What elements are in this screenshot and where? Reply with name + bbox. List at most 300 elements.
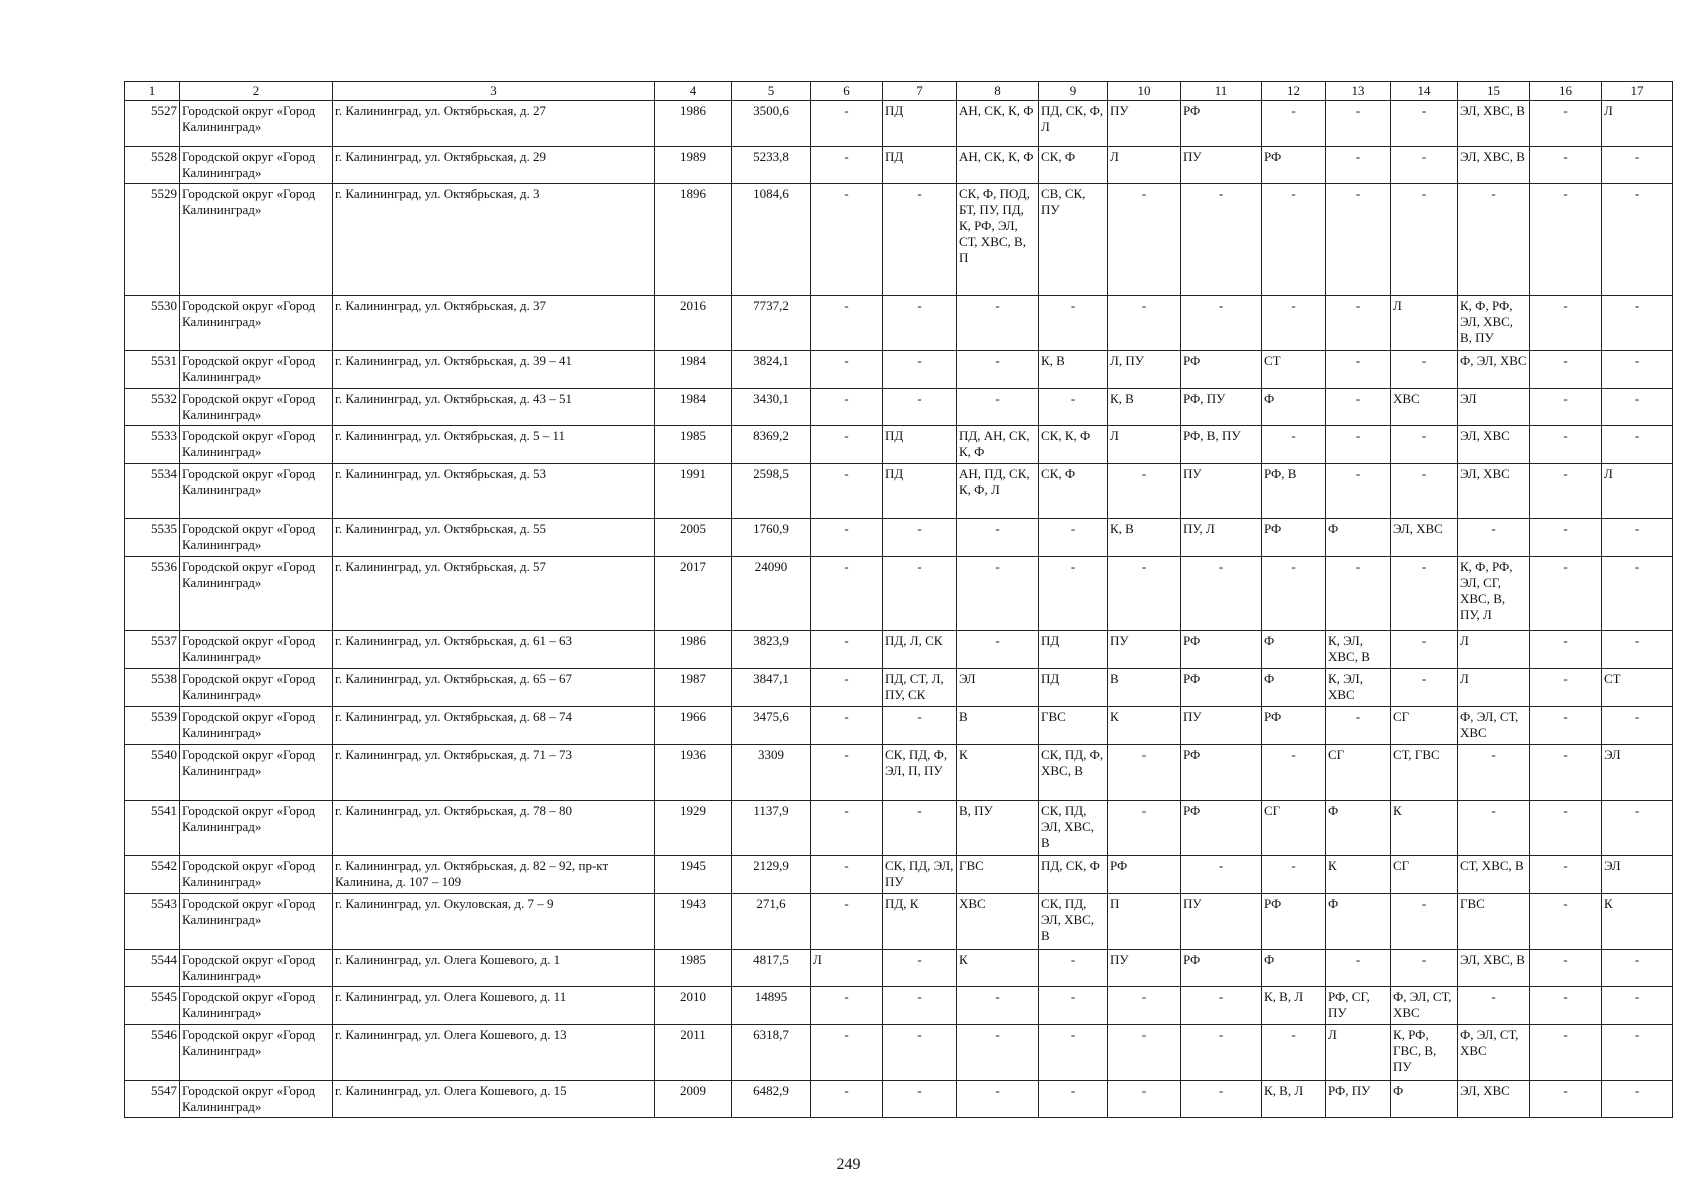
work-code-cell: ПД, СК, Ф: [1039, 856, 1108, 894]
work-code-cell: -: [1602, 1081, 1673, 1118]
work-code-cell: -: [1602, 389, 1673, 426]
work-code-cell: СГ: [1326, 745, 1391, 801]
work-code-cell: -: [1530, 856, 1602, 894]
work-code-cell: -: [1391, 631, 1458, 669]
work-code-cell: СТ, ХВС, В: [1458, 856, 1530, 894]
work-code-cell: -: [1530, 801, 1602, 856]
column-number: 6: [811, 82, 883, 101]
municipality-cell: Городской округ «Город Калининград»: [180, 351, 333, 389]
municipality-cell: Городской округ «Город Калининград»: [180, 557, 333, 631]
area-cell: 1760,9: [732, 519, 811, 557]
work-code-cell: ПД: [883, 426, 957, 464]
column-number: 3: [333, 82, 655, 101]
work-code-cell: ГВС: [1039, 707, 1108, 745]
year-cell: 2017: [655, 557, 732, 631]
work-code-cell: РФ: [1181, 101, 1262, 147]
work-code-cell: РФ, В: [1262, 464, 1326, 519]
work-code-cell: -: [1108, 557, 1181, 631]
work-code-cell: -: [1326, 101, 1391, 147]
area-cell: 4817,5: [732, 950, 811, 987]
year-cell: 1985: [655, 426, 732, 464]
work-code-cell: К, ЭЛ, ХВС: [1326, 669, 1391, 707]
area-cell: 6482,9: [732, 1081, 811, 1118]
work-code-cell: -: [1108, 296, 1181, 351]
work-code-cell: -: [1108, 801, 1181, 856]
work-code-cell: ПУ, Л: [1181, 519, 1262, 557]
address-cell: г. Калининград, ул. Октябрьская, д. 5 – 11: [333, 426, 655, 464]
work-code-cell: АН, СК, К, Ф: [957, 101, 1039, 147]
work-code-cell: СК, ПД, Ф, ХВС, В: [1039, 745, 1108, 801]
work-code-cell: К: [1326, 856, 1391, 894]
address-cell: г. Калининград, ул. Октябрьская, д. 29: [333, 147, 655, 184]
year-cell: 1984: [655, 389, 732, 426]
work-code-cell: -: [1181, 184, 1262, 296]
table-row: [125, 464, 1673, 519]
work-code-cell: ЭЛ: [1602, 856, 1673, 894]
address-cell: г. Калининград, ул. Октябрьская, д. 71 – 73: [333, 745, 655, 801]
address-cell: г. Калининград, ул. Октябрьская, д. 39 – 41: [333, 351, 655, 389]
work-code-cell: -: [1530, 519, 1602, 557]
column-number: 13: [1326, 82, 1391, 101]
area-cell: 6318,7: [732, 1025, 811, 1081]
year-cell: 1943: [655, 894, 732, 950]
work-code-cell: -: [1391, 669, 1458, 707]
work-code-cell: -: [1458, 745, 1530, 801]
work-code-cell: -: [811, 707, 883, 745]
work-code-cell: -: [1039, 296, 1108, 351]
address-cell: г. Калининград, ул. Окуловская, д. 7 – 9: [333, 894, 655, 950]
work-code-cell: ПД, АН, СК, К, Ф: [957, 426, 1039, 464]
work-code-cell: -: [957, 987, 1039, 1025]
work-code-cell: -: [811, 669, 883, 707]
work-code-cell: -: [1391, 464, 1458, 519]
work-code-cell: -: [1602, 1025, 1673, 1081]
work-code-cell: -: [1391, 147, 1458, 184]
work-code-cell: -: [1326, 707, 1391, 745]
work-code-cell: -: [1530, 557, 1602, 631]
work-code-cell: -: [811, 426, 883, 464]
row-number-cell: 5546: [125, 1025, 180, 1081]
area-cell: 24090: [732, 557, 811, 631]
work-code-cell: ПУ: [1108, 631, 1181, 669]
year-cell: 2005: [655, 519, 732, 557]
work-code-cell: К: [957, 745, 1039, 801]
row-number-cell: 5532: [125, 389, 180, 426]
table-row: [125, 389, 1673, 426]
table-row: [125, 351, 1673, 389]
year-cell: 1986: [655, 631, 732, 669]
work-code-cell: СГ: [1391, 856, 1458, 894]
work-code-cell: -: [1391, 557, 1458, 631]
work-code-cell: К, В: [1108, 389, 1181, 426]
work-code-cell: ПД: [1039, 631, 1108, 669]
work-code-cell: -: [811, 631, 883, 669]
municipality-cell: Городской округ «Город Калининград»: [180, 1081, 333, 1118]
work-code-cell: -: [811, 101, 883, 147]
work-code-cell: -: [1262, 296, 1326, 351]
table-row: [125, 745, 1673, 801]
work-code-cell: ПД, СК, Ф, Л: [1039, 101, 1108, 147]
work-code-cell: РФ, ПУ: [1181, 389, 1262, 426]
work-code-cell: РФ: [1262, 707, 1326, 745]
table-row: [125, 707, 1673, 745]
page-number: 249: [836, 1156, 861, 1173]
work-code-cell: -: [1530, 464, 1602, 519]
work-code-cell: -: [883, 519, 957, 557]
work-code-cell: К, В, Л: [1262, 1081, 1326, 1118]
work-code-cell: -: [883, 351, 957, 389]
work-code-cell: Л: [1458, 669, 1530, 707]
work-code-cell: ЭЛ, ХВС: [1458, 1081, 1530, 1118]
work-code-cell: Л: [1602, 464, 1673, 519]
work-code-cell: СК, ПД, ЭЛ, ПУ: [883, 856, 957, 894]
work-code-cell: ХВС: [1391, 389, 1458, 426]
work-code-cell: -: [1530, 707, 1602, 745]
work-code-cell: Ф: [1326, 801, 1391, 856]
work-code-cell: Ф: [1262, 950, 1326, 987]
work-code-cell: -: [1181, 557, 1262, 631]
row-number-cell: 5544: [125, 950, 180, 987]
year-cell: 1987: [655, 669, 732, 707]
table-row: [125, 557, 1673, 631]
area-cell: 7737,2: [732, 296, 811, 351]
row-number-cell: 5547: [125, 1081, 180, 1118]
municipality-cell: Городской округ «Город Калининград»: [180, 389, 333, 426]
work-code-cell: -: [1391, 184, 1458, 296]
work-code-cell: -: [811, 351, 883, 389]
table-row: [125, 894, 1673, 950]
year-cell: 1986: [655, 101, 732, 147]
year-cell: 2010: [655, 987, 732, 1025]
year-cell: 1966: [655, 707, 732, 745]
area-cell: 14895: [732, 987, 811, 1025]
work-code-cell: -: [1262, 856, 1326, 894]
work-code-cell: РФ: [1262, 894, 1326, 950]
work-code-cell: РФ: [1181, 745, 1262, 801]
address-cell: г. Калининград, ул. Октябрьская, д. 78 – 80: [333, 801, 655, 856]
work-code-cell: -: [1530, 184, 1602, 296]
work-code-cell: -: [1391, 426, 1458, 464]
work-code-cell: -: [883, 801, 957, 856]
work-code-cell: Ф: [1326, 894, 1391, 950]
work-code-cell: Л: [1602, 101, 1673, 147]
work-code-cell: -: [883, 1081, 957, 1118]
table-row: [125, 426, 1673, 464]
work-code-cell: -: [1262, 426, 1326, 464]
municipality-cell: Городской округ «Город Калининград»: [180, 950, 333, 987]
work-code-cell: -: [811, 389, 883, 426]
area-cell: 5233,8: [732, 147, 811, 184]
work-code-cell: -: [1458, 987, 1530, 1025]
work-code-cell: Л, ПУ: [1108, 351, 1181, 389]
column-number: 10: [1108, 82, 1181, 101]
work-code-cell: -: [811, 464, 883, 519]
municipality-cell: Городской округ «Город Калининград»: [180, 987, 333, 1025]
address-cell: г. Калининград, ул. Олега Кошевого, д. 1: [333, 950, 655, 987]
work-code-cell: -: [1326, 184, 1391, 296]
address-cell: г. Калининград, ул. Октябрьская, д. 55: [333, 519, 655, 557]
work-code-cell: СТ: [1262, 351, 1326, 389]
work-code-cell: РФ: [1108, 856, 1181, 894]
address-cell: г. Калининград, ул. Октябрьская, д. 27: [333, 101, 655, 147]
work-code-cell: ПУ: [1181, 147, 1262, 184]
address-cell: г. Калининград, ул. Октябрьская, д. 82 – 92, пр-кт Калинина, д. 107 – 109: [333, 856, 655, 894]
work-code-cell: -: [1458, 519, 1530, 557]
year-cell: 1945: [655, 856, 732, 894]
work-code-cell: -: [1602, 707, 1673, 745]
municipality-cell: Городской округ «Город Калининград»: [180, 707, 333, 745]
work-code-cell: СК, Ф, ПОД, БТ, ПУ, ПД, К, РФ, ЭЛ, СТ, ХВС, В, П: [957, 184, 1039, 296]
work-code-cell: Ф: [1262, 631, 1326, 669]
work-code-cell: -: [883, 950, 957, 987]
address-cell: г. Калининград, ул. Октябрьская, д. 61 – 63: [333, 631, 655, 669]
work-code-cell: СТ: [1602, 669, 1673, 707]
address-cell: г. Калининград, ул. Октябрьская, д. 68 – 74: [333, 707, 655, 745]
work-code-cell: -: [1602, 631, 1673, 669]
column-number: 14: [1391, 82, 1458, 101]
work-code-cell: -: [1530, 147, 1602, 184]
work-code-cell: ПД, СТ, Л, ПУ, СК: [883, 669, 957, 707]
work-code-cell: -: [1108, 1025, 1181, 1081]
column-number: 5: [732, 82, 811, 101]
area-cell: 3309: [732, 745, 811, 801]
work-code-cell: -: [1602, 426, 1673, 464]
area-cell: 2598,5: [732, 464, 811, 519]
area-cell: 3823,9: [732, 631, 811, 669]
column-number: 15: [1458, 82, 1530, 101]
row-number-cell: 5542: [125, 856, 180, 894]
register-table: [124, 81, 1673, 1118]
row-number-cell: 5531: [125, 351, 180, 389]
area-cell: 3500,6: [732, 101, 811, 147]
work-code-cell: -: [1039, 950, 1108, 987]
row-number-cell: 5535: [125, 519, 180, 557]
column-number: 12: [1262, 82, 1326, 101]
work-code-cell: -: [1326, 296, 1391, 351]
work-code-cell: ПД: [883, 101, 957, 147]
work-code-cell: СК, ПД, Ф, ЭЛ, П, ПУ: [883, 745, 957, 801]
row-number-cell: 5529: [125, 184, 180, 296]
work-code-cell: -: [1108, 745, 1181, 801]
work-code-cell: -: [1602, 351, 1673, 389]
work-code-cell: Ф: [1262, 669, 1326, 707]
work-code-cell: -: [1530, 894, 1602, 950]
work-code-cell: Ф, ЭЛ, СТ, ХВС: [1458, 707, 1530, 745]
work-code-cell: СК, Ф: [1039, 147, 1108, 184]
table-body: [125, 82, 1673, 1118]
work-code-cell: К, РФ, ГВС, В, ПУ: [1391, 1025, 1458, 1081]
work-code-cell: -: [883, 707, 957, 745]
work-code-cell: Ф: [1262, 389, 1326, 426]
row-number-cell: 5536: [125, 557, 180, 631]
column-number: 2: [180, 82, 333, 101]
work-code-cell: -: [1326, 351, 1391, 389]
municipality-cell: Городской округ «Город Калининград»: [180, 856, 333, 894]
work-code-cell: -: [957, 389, 1039, 426]
row-number-cell: 5534: [125, 464, 180, 519]
work-code-cell: -: [1530, 1081, 1602, 1118]
address-cell: г. Калининград, ул. Олега Кошевого, д. 15: [333, 1081, 655, 1118]
work-code-cell: -: [1602, 987, 1673, 1025]
row-number-cell: 5540: [125, 745, 180, 801]
work-code-cell: Л: [811, 950, 883, 987]
work-code-cell: АН, СК, К, Ф: [957, 147, 1039, 184]
address-cell: г. Калининград, ул. Октябрьская, д. 37: [333, 296, 655, 351]
work-code-cell: Ф, ЭЛ, ХВС: [1458, 351, 1530, 389]
year-cell: 2009: [655, 1081, 732, 1118]
work-code-cell: РФ, В, ПУ: [1181, 426, 1262, 464]
table-row: [125, 184, 1673, 296]
work-code-cell: РФ, ПУ: [1326, 1081, 1391, 1118]
work-code-cell: -: [883, 296, 957, 351]
work-code-cell: Л: [1326, 1025, 1391, 1081]
work-code-cell: -: [1262, 745, 1326, 801]
municipality-cell: Городской округ «Город Калининград»: [180, 464, 333, 519]
table-row: [125, 950, 1673, 987]
work-code-cell: РФ: [1181, 631, 1262, 669]
work-code-cell: -: [1602, 147, 1673, 184]
work-code-cell: К: [1391, 801, 1458, 856]
work-code-cell: Л: [1458, 631, 1530, 669]
work-code-cell: -: [1391, 950, 1458, 987]
year-cell: 1936: [655, 745, 732, 801]
work-code-cell: -: [1391, 894, 1458, 950]
work-code-cell: -: [811, 1081, 883, 1118]
municipality-cell: Городской округ «Город Калининград»: [180, 669, 333, 707]
municipality-cell: Городской округ «Город Калининград»: [180, 296, 333, 351]
work-code-cell: СТ, ГВС: [1391, 745, 1458, 801]
work-code-cell: Ф: [1326, 519, 1391, 557]
table-row: [125, 101, 1673, 147]
work-code-cell: -: [1039, 1081, 1108, 1118]
work-code-cell: ЭЛ: [1602, 745, 1673, 801]
work-code-cell: ПД, Л, СК: [883, 631, 957, 669]
municipality-cell: Городской округ «Город Калининград»: [180, 631, 333, 669]
work-code-cell: ХВС: [957, 894, 1039, 950]
work-code-cell: К, В, Л: [1262, 987, 1326, 1025]
work-code-cell: -: [1326, 950, 1391, 987]
work-code-cell: Л: [1108, 426, 1181, 464]
work-code-cell: ЭЛ, ХВС: [1391, 519, 1458, 557]
work-code-cell: -: [1602, 296, 1673, 351]
work-code-cell: -: [1530, 296, 1602, 351]
work-code-cell: К, В: [1039, 351, 1108, 389]
row-number-cell: 5527: [125, 101, 180, 147]
work-code-cell: -: [1108, 1081, 1181, 1118]
area-cell: 3475,6: [732, 707, 811, 745]
table-row: [125, 987, 1673, 1025]
work-code-cell: -: [811, 745, 883, 801]
work-code-cell: -: [811, 184, 883, 296]
table-row: [125, 801, 1673, 856]
work-code-cell: Ф: [1391, 1081, 1458, 1118]
work-code-cell: -: [957, 351, 1039, 389]
address-cell: г. Калининград, ул. Октябрьская, д. 43 – 51: [333, 389, 655, 426]
work-code-cell: РФ: [1181, 351, 1262, 389]
table-row: [125, 631, 1673, 669]
work-code-cell: СГ: [1262, 801, 1326, 856]
work-code-cell: К, Ф, РФ, ЭЛ, ХВС, В, ПУ: [1458, 296, 1530, 351]
year-cell: 1984: [655, 351, 732, 389]
work-code-cell: СВ, СК, ПУ: [1039, 184, 1108, 296]
work-code-cell: -: [957, 557, 1039, 631]
work-code-cell: РФ: [1181, 669, 1262, 707]
municipality-cell: Городской округ «Город Калининград»: [180, 519, 333, 557]
work-code-cell: К: [1108, 707, 1181, 745]
work-code-cell: -: [1602, 801, 1673, 856]
column-number: 8: [957, 82, 1039, 101]
work-code-cell: К: [1602, 894, 1673, 950]
column-number: 9: [1039, 82, 1108, 101]
work-code-cell: -: [1326, 464, 1391, 519]
row-number-cell: 5539: [125, 707, 180, 745]
municipality-cell: Городской округ «Город Калининград»: [180, 426, 333, 464]
work-code-cell: -: [1262, 101, 1326, 147]
work-code-cell: -: [1326, 426, 1391, 464]
year-cell: 1896: [655, 184, 732, 296]
work-code-cell: -: [957, 519, 1039, 557]
work-code-cell: -: [811, 1025, 883, 1081]
work-code-cell: К, ЭЛ, ХВС, В: [1326, 631, 1391, 669]
year-cell: 1989: [655, 147, 732, 184]
work-code-cell: -: [811, 519, 883, 557]
work-code-cell: -: [1326, 389, 1391, 426]
work-code-cell: К: [957, 950, 1039, 987]
work-code-cell: -: [1530, 631, 1602, 669]
work-code-cell: -: [1602, 184, 1673, 296]
work-code-cell: ЭЛ, ХВС: [1458, 426, 1530, 464]
work-code-cell: -: [1530, 669, 1602, 707]
work-code-cell: СК, ПД, ЭЛ, ХВС, В: [1039, 801, 1108, 856]
work-code-cell: -: [1039, 557, 1108, 631]
work-code-cell: -: [1530, 101, 1602, 147]
work-code-cell: РФ, СГ, ПУ: [1326, 987, 1391, 1025]
row-number-cell: 5530: [125, 296, 180, 351]
work-code-cell: -: [811, 801, 883, 856]
work-code-cell: К, Ф, РФ, ЭЛ, СГ, ХВС, В, ПУ, Л: [1458, 557, 1530, 631]
work-code-cell: ГВС: [957, 856, 1039, 894]
work-code-cell: -: [811, 296, 883, 351]
work-code-cell: -: [1039, 519, 1108, 557]
work-code-cell: -: [1326, 147, 1391, 184]
work-code-cell: -: [1391, 351, 1458, 389]
work-code-cell: -: [957, 296, 1039, 351]
work-code-cell: -: [1530, 426, 1602, 464]
work-code-cell: -: [1039, 389, 1108, 426]
work-code-cell: РФ: [1181, 950, 1262, 987]
work-code-cell: -: [1262, 557, 1326, 631]
work-code-cell: К, В: [1108, 519, 1181, 557]
work-code-cell: -: [1039, 987, 1108, 1025]
work-code-cell: -: [1262, 184, 1326, 296]
work-code-cell: ПУ: [1181, 464, 1262, 519]
address-cell: г. Калининград, ул. Олега Кошевого, д. 11: [333, 987, 655, 1025]
column-number: 17: [1602, 82, 1673, 101]
work-code-cell: -: [811, 147, 883, 184]
work-code-cell: -: [1262, 1025, 1326, 1081]
work-code-cell: -: [883, 987, 957, 1025]
work-code-cell: -: [811, 894, 883, 950]
work-code-cell: ПД: [883, 464, 957, 519]
work-code-cell: РФ: [1262, 147, 1326, 184]
column-number: 1: [125, 82, 180, 101]
work-code-cell: -: [1181, 987, 1262, 1025]
work-code-cell: -: [1530, 950, 1602, 987]
address-cell: г. Калининград, ул. Октябрьская, д. 57: [333, 557, 655, 631]
work-code-cell: ПД: [1039, 669, 1108, 707]
work-code-cell: В: [1108, 669, 1181, 707]
area-cell: 1137,9: [732, 801, 811, 856]
